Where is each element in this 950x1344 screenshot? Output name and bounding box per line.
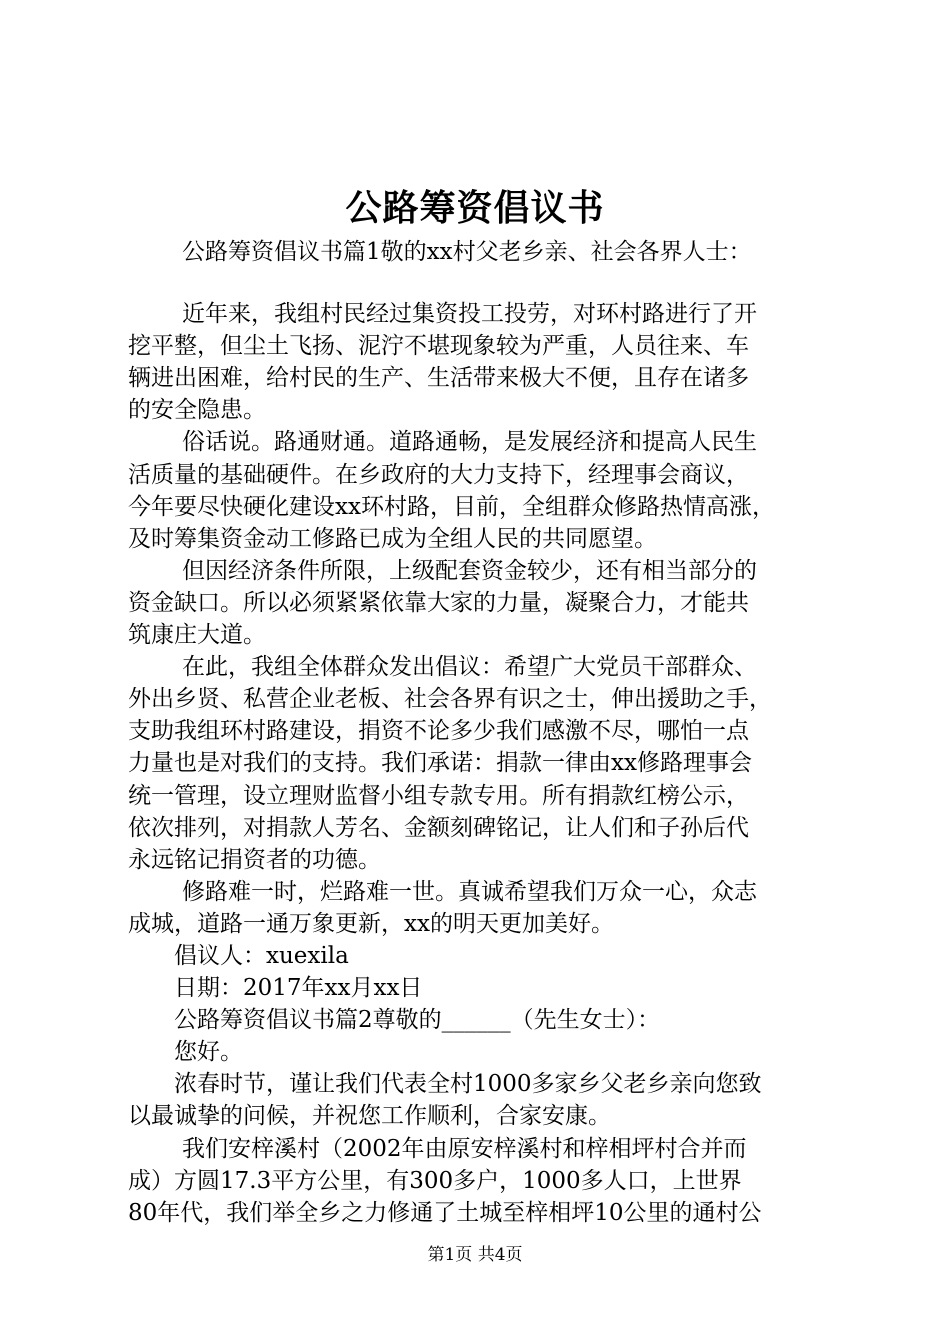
text-line: 成城，道路一通万象更新，xx的明天更加美好。 <box>128 910 614 937</box>
paragraph-3 <box>128 555 828 651</box>
text-line: 我们安梓溪村（2002年由原安梓溪村和梓相坪村合并而 <box>182 1135 747 1162</box>
page-footer: 第1页 共4页 <box>427 1245 523 1265</box>
text-line: 的安全隐患。 <box>128 397 266 424</box>
text-line: 浓春时节，谨让我们代表全村1000多家乡父老乡亲向您致 <box>174 1071 762 1098</box>
text-line: 依次排列，对捐款人芳名、金额刻碑铭记，让人们和子孙后代 <box>128 814 749 841</box>
paragraph-7 <box>128 1133 828 1229</box>
text-line: 资金缺口。所以必须紧紧依靠大家的力量，凝聚合力，才能共 <box>128 589 749 616</box>
text-line: 外出乡贤、私营企业老板、社会各界有识之士，伸出援助之手， <box>128 686 772 713</box>
salutation-line: 公路筹资倡议书篇1敬的xx村父老乡亲、社会各界人士： <box>182 239 752 265</box>
text-line: 力量也是对我们的支持。我们承诺：捐款一律由xx修路理事会 <box>128 750 752 777</box>
text-line: 活质量的基础硬件。在乡政府的大力支持下，经理事会商议， <box>128 461 749 488</box>
text-line: 俗话说。路通财通。道路通畅，是发展经济和提高人民生 <box>182 429 757 456</box>
text-line: 永远铭记捐资者的功德。 <box>128 846 381 873</box>
text-line: 及时筹集资金动工修路已成为全组人民的共同愿望。 <box>128 525 657 552</box>
text-line: 挖平整，但尘土飞扬、泥泞不堪现象较为严重，人员往来、车 <box>128 333 749 360</box>
text-line: 今年要尽快硬化建设xx环村路，目前，全组群众修路热情高涨， <box>128 493 775 520</box>
document-body <box>128 236 828 1229</box>
greeting-line: 您好。 <box>174 1039 243 1066</box>
date-line: 日期：2017年xx月xx日 <box>174 975 423 1002</box>
text-line: 80年代，我们举全乡之力修通了土城至梓相坪10公里的通村公 <box>128 1199 762 1226</box>
text-line: 在此，我组全体群众发出倡议：希望广大党员干部群众、 <box>182 654 757 681</box>
text-line: 成）方圆17.3平方公里，有300多户，1000多人口，上世界 <box>128 1167 742 1194</box>
text-line: 支助我组环村路建设，捐资不论多少我们感激不尽，哪怕一点 <box>128 718 749 745</box>
paragraph-1 <box>128 298 828 426</box>
text-line: 辆进出困难，给村民的生产、生活带来极大不便，且存在诸多 <box>128 365 749 392</box>
salutation-line: 公路筹资倡议书篇2尊敬的______（先生女士）： <box>174 1007 661 1034</box>
text-line: 统一管理，设立理财监督小组专款专用。所有捐款红榜公示， <box>128 782 749 809</box>
paragraph-5 <box>128 876 828 940</box>
paragraph-4 <box>128 651 828 876</box>
document-title: 公路筹资倡议书 <box>345 187 605 229</box>
text-line: 修路难一时，烂路难一世。真诚希望我们万众一心，众志 <box>182 878 757 905</box>
paragraph-2 <box>128 426 828 554</box>
text-line: 但因经济条件所限，上级配套资金较少，还有相当部分的 <box>182 557 757 584</box>
text-line: 近年来，我组村民经过集资投工投劳，对环村路进行了开 <box>182 301 757 328</box>
text-line: 以最诚挚的问候，并祝您工作顺利，合家安康。 <box>128 1103 611 1130</box>
paragraph-gap <box>128 268 828 298</box>
signature-line: 倡议人：xuexila <box>174 942 349 969</box>
text-line: 筑康庄大道。 <box>128 622 266 649</box>
paragraph-6 <box>128 1068 828 1132</box>
